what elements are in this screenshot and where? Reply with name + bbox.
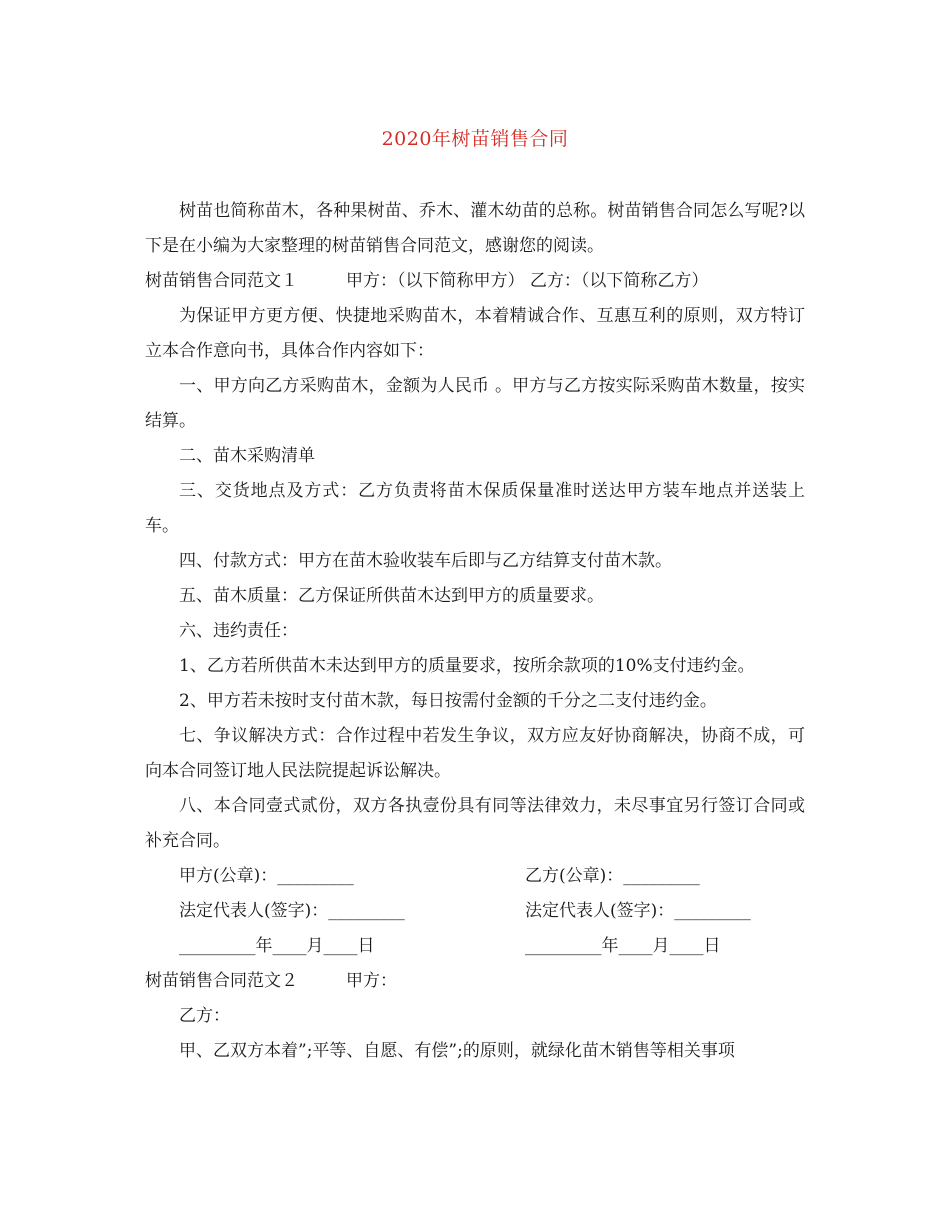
signature-row-seal (145, 859, 805, 894)
sample2-heading: 树苗销售合同范文２ (145, 971, 298, 991)
sample1-paragraph: 六、违约责任： (179, 621, 298, 641)
sample1-paragraph: 二、苗木采购清单 (179, 446, 315, 466)
sample1-party-a: 甲方：（以下简称甲方） (346, 271, 525, 291)
sample1-paragraph: 为保证甲方更方便、快捷地采购苗木，本着精诚合作、互惠互利的原则，双方特订立本合作意向书，具体合作内容如下： (145, 306, 805, 361)
party-a-representative: 法定代表人(签字)：_________ (179, 901, 405, 921)
sample2-party-a: 甲方： (346, 971, 397, 991)
sample1-party-b: 乙方：（以下简称乙方） (529, 271, 709, 291)
document-title: 2020年树苗销售合同 (381, 128, 569, 150)
sample2-paragraph: 甲、乙双方本着”;平等、自愿、有偿”;的原则，就绿化苗木销售等相关事项 (179, 1041, 735, 1061)
sample2-header-line (145, 964, 805, 999)
sample1-paragraph: 五、苗木质量：乙方保证所供苗木达到甲方的质量要求。 (179, 586, 604, 606)
sample1-paragraph: 一、甲方向乙方采购苗木，金额为人民币 。甲方与乙方按实际采购苗木数量，按实结算。 (145, 376, 805, 431)
sample2-party-b: 乙方： (179, 1006, 230, 1026)
sample1-paragraph: 七、争议解决方式：合作过程中若发生争议，双方应友好协商解决，协商不成，可向本合同签订地人民法院提起诉讼解决。 (145, 726, 805, 781)
party-b-representative: 法定代表人(签字)：_________ (525, 901, 751, 921)
party-a-date: _________年____月____日 (179, 936, 375, 956)
sample1-paragraph: 1、乙方若所供苗木未达到甲方的质量要求，按所余款项的10%支付违约金。 (179, 656, 755, 676)
sample1-paragraph: 三、交货地点及方式：乙方负责将苗木保质保量准时送达甲方装车地点并送装上车。 (145, 481, 805, 536)
sample1-paragraph: 四、付款方式：甲方在苗木验收装车后即与乙方结算支付苗木款。 (179, 551, 672, 571)
sample1-paragraph: 八、本合同壹式贰份，双方各执壹份具有同等法律效力，未尽事宜另行签订合同或补充合同。 (145, 796, 805, 851)
sample1-paragraph: 2、甲方若未按时支付苗木款，每日按需付金额的千分之二支付违约金。 (179, 691, 717, 711)
signature-row-rep (145, 894, 805, 929)
party-b-date: _________年____月____日 (525, 936, 721, 956)
signature-row-date (145, 929, 805, 964)
document-body (145, 194, 805, 1069)
party-b-seal: 乙方(公章)：_________ (525, 866, 700, 886)
sample1-heading: 树苗销售合同范文１ (145, 271, 298, 291)
party-a-seal: 甲方(公章)：_________ (179, 866, 354, 886)
intro-paragraph: 树苗也简称苗木，各种果树苗、乔木、灌木幼苗的总称。树苗销售合同怎么写呢?以下是在小编为大家整理的树苗销售合同范文，感谢您的阅读。 (145, 201, 805, 256)
sample1-header-line (145, 264, 805, 299)
